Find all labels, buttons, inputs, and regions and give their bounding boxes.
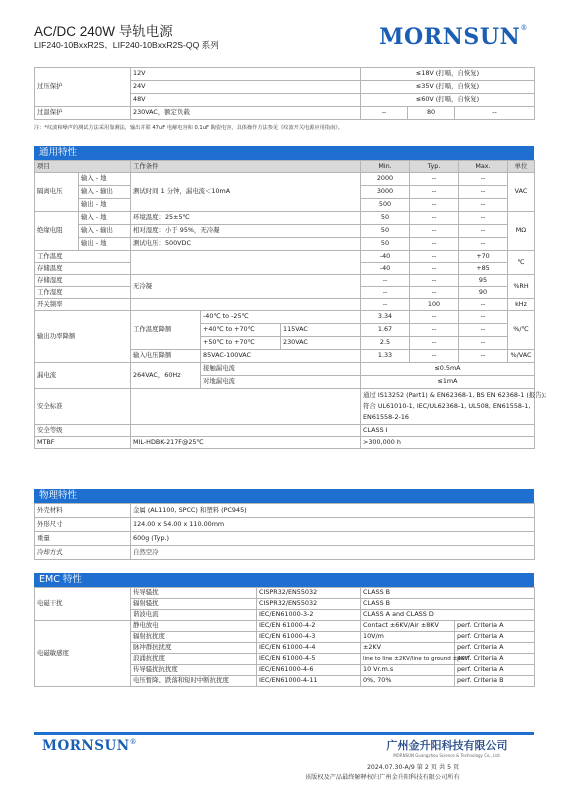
doc-title: AC/DC 240W 导轨电源 xyxy=(34,24,173,39)
table-row: +40℃ to +70℃ 115VAC 1.67 -- -- xyxy=(35,324,535,337)
table-row: 输出 - 地 测试电压：500VDC 50 -- -- xyxy=(35,238,535,251)
table-row: 电磁干扰 传导骚扰 CISPR32/EN55032 CLASS B xyxy=(35,588,535,599)
footer-company-block xyxy=(360,737,534,758)
table-row: MTBF MIL-HDBK-217F@25℃ >300,000 h xyxy=(35,437,535,449)
table-row: +50℃ to +70℃ 230VAC 2.5 -- -- xyxy=(35,337,535,350)
table-row: 输入 - 输出 3000 -- -- xyxy=(35,186,535,199)
section-general-title: 通用特性 xyxy=(34,146,534,160)
footer-copyright: 该版权及产品最终解释权归广州金升阳科技有限公司所有 xyxy=(305,774,460,781)
isolation-label: 隔离电压 xyxy=(35,173,79,212)
table-row: 过温保护 230VAC，额定负载 -- 80 -- xyxy=(35,107,535,120)
table-row: 输入 - 输出 相对湿度：小于 95%，无冷凝 50 -- -- xyxy=(35,225,535,238)
table-row: 输入电压降额 85VAC-100VAC 1.33 -- -- %/VAC xyxy=(35,350,535,363)
footer-page-info: 2024.07.30-A/9 第 2 页 共 5 页 xyxy=(367,764,460,771)
footer-company-name-en: MORNSUN Guangzhou Science & Technology Co., Ltd. xyxy=(393,753,501,758)
emi-label: 电磁干扰 xyxy=(35,588,131,621)
table-row: 48V ≤60V (打嗝，自恢复) xyxy=(35,94,535,107)
table-row: 冷却方式 自然空冷 xyxy=(35,546,535,560)
table-row: 工作温度 -40 -- +70 ℃ xyxy=(35,251,535,263)
table-row: 输出 - 地 500 -- -- xyxy=(35,199,535,212)
table-row: 存储温度 -40 -- +85 xyxy=(35,263,535,275)
protection-table xyxy=(34,67,535,120)
table-row: 绝缘电阻 输入 - 地 环境温度：25±5℃ 50 -- -- MΩ xyxy=(35,212,535,225)
table-header-row: 项目 工作条件 Min. Typ. Max. 单位 xyxy=(35,161,535,173)
table-row: 开关频率 -- 100 -- kHz xyxy=(35,299,535,311)
derating-label: 输出功率降额 xyxy=(35,311,131,363)
otp-label: 过温保护 xyxy=(35,107,131,120)
table-row: 过压保护 12V ≤18V (打嗝，自恢复) xyxy=(35,68,535,81)
section-physical-title: 物理特性 xyxy=(34,489,534,503)
safety-label: 安全标准 xyxy=(35,389,131,425)
leakage-label: 漏电流 xyxy=(35,363,131,389)
footer-logo: MORNSUN® xyxy=(42,738,138,754)
table-row: 工作湿度 -- -- 90 xyxy=(35,287,535,299)
footer-company-name: 广州金升阳科技有限公司 xyxy=(386,739,508,752)
ems-label: 电磁敏感度 xyxy=(35,621,131,687)
general-table xyxy=(34,160,547,449)
table-row: 外壳材料 金属 (AL1100, SPCC) 和塑料 (PC945) xyxy=(35,504,535,518)
table-row: 输出功率降额 工作温度降额 -40℃ to -25℃ 3.34 -- -- %/℃ xyxy=(35,311,535,324)
doc-subtitle: LIF240-10BxxR2S、LIF240-10BxxR2S-QQ 系列 xyxy=(34,40,219,50)
table-row: 传导骚扰抗扰度 IEC/EN61000-4-6 10 Vr.m.s perf. Criteria A xyxy=(35,665,535,676)
table-row: 安全等级 CLASS I xyxy=(35,425,535,437)
table-row: 隔离电压 输入 - 地 测试时间 1 分钟，漏电流＜10mA 2000 -- -- VAC xyxy=(35,173,535,186)
table-row: 浪涌抗扰度 IEC/EN 61000-4-5 line to line ±2KV/line to ground ±4KV perf. Criteria A xyxy=(35,654,535,665)
table-row: 外形尺寸 124.00 x 54.00 x 110.00mm xyxy=(35,518,535,532)
table-row: 安全标准 通过 IS13252 (Part1) & EN62368-1, BS EN 62368-1 (报告); 符合 UL61010-1, IEC/UL62368-1, UL508, EN61558-1, EN61558-2-16 xyxy=(35,389,535,425)
table-row: 24V ≤35V (打嗝，自恢复) xyxy=(35,81,535,94)
table-row: 漏电流 264VAC，60Hz 接触漏电流 ≤0.5mA xyxy=(35,363,535,376)
table-row: 谐波电流 IEC/EN61000-3-2 CLASS A and CLASS D xyxy=(35,610,535,621)
table-row: 重量 600g (Typ.) xyxy=(35,532,535,546)
footer-divider xyxy=(34,732,534,735)
physical-table xyxy=(34,503,535,560)
table-row: 电压暂降、跌落和短时中断抗扰度 IEC/EN61000-4-11 0%, 70% perf. Criteria B xyxy=(35,676,535,687)
table-row: 电磁敏感度 静电放电 IEC/EN 61000-4-2 Contact ±6KV/Air ±8KV perf. Criteria A xyxy=(35,621,535,632)
table-row: 对地漏电流 ≤1mA xyxy=(35,376,535,389)
ripple-note: 注：*纹波和噪声的测试方法采用靠测法，输出并联 47uF 电解电容和 0.1uF 陶瓷电容，具体操作方法参见《纹波开关电源应用指南》。 xyxy=(34,125,343,131)
table-row: 存储湿度 无冷凝 -- -- 95 %RH xyxy=(35,275,535,287)
table-row: 脉冲群抗扰度 IEC/EN 61000-4-4 ±2KV perf. Criteria A xyxy=(35,643,535,654)
page-header xyxy=(34,18,534,58)
table-row: 辐射骚扰 CISPR32/EN55032 CLASS B xyxy=(35,599,535,610)
brand-logo: MORNSUN® xyxy=(379,24,528,50)
section-emc-title: EMC 特性 xyxy=(34,573,534,587)
emc-table xyxy=(34,587,535,687)
insulation-label: 绝缘电阻 xyxy=(35,212,79,251)
ovp-label: 过压保护 xyxy=(35,68,131,107)
table-row: 辐射抗扰度 IEC/EN 61000-4-3 10V/m perf. Criteria A xyxy=(35,632,535,643)
